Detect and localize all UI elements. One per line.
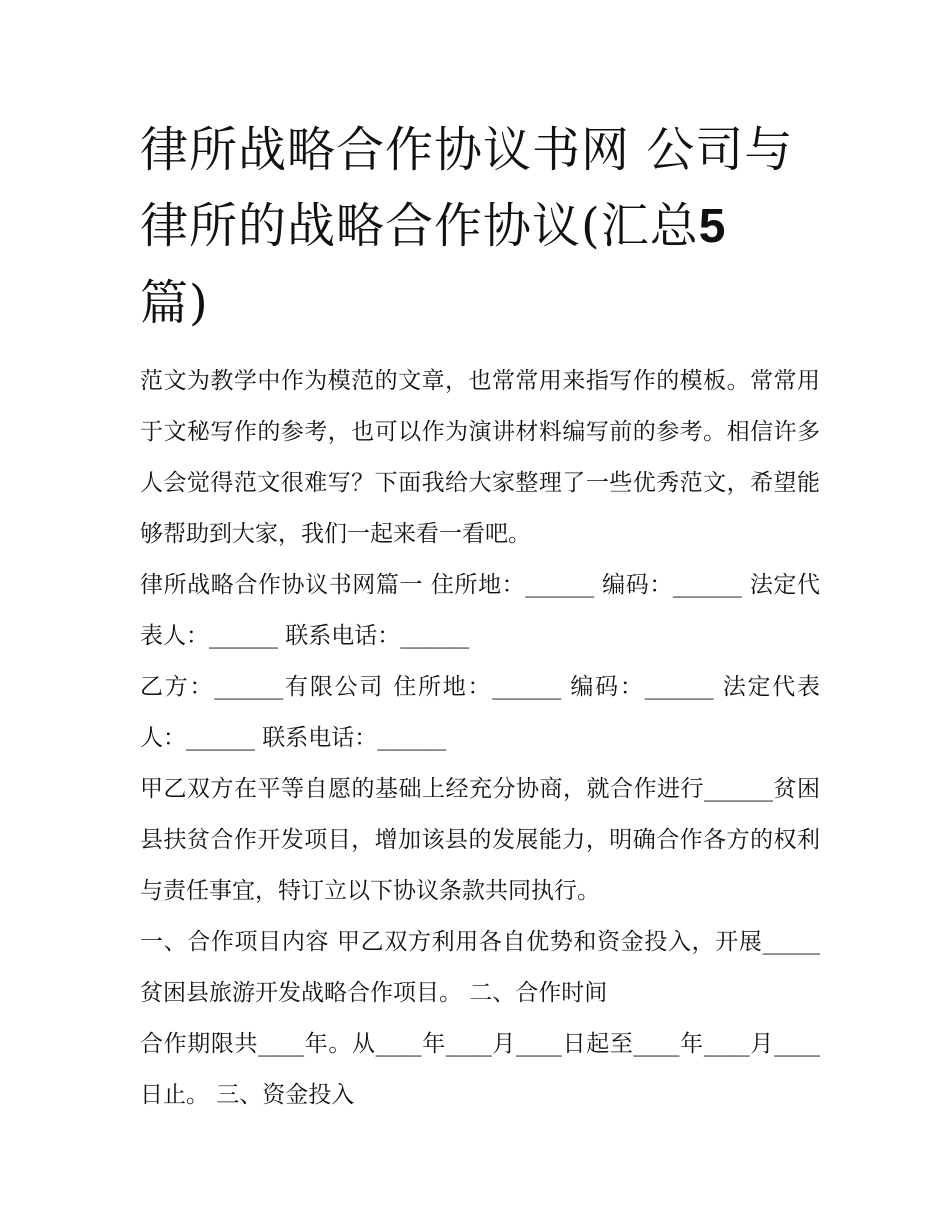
cooperation-period-paragraph: 合作期限共____年。从____年____月____日起至____年____月____日止。 三、资金投入 [140, 1031, 820, 1108]
project-content-paragraph: 一、合作项目内容 甲乙双方利用各自优势和资金投入，开展_____贫困县旅游开发战略合作项目。 二、合作时间 [140, 929, 820, 1006]
intro-paragraph: 范文为教学中作为模范的文章，也常常用来指写作的模板。常常用于文秘写作的参考，也可以作为演讲材料编写前的参考。相信许多人会觉得范文很难写？下面我给大家整理了一些优秀范文，希望能够帮助到大家，我们一起来看一看吧。 [140, 368, 820, 547]
document-body [140, 356, 820, 1121]
title-text: 律所战略合作协议书网 公司与律所的战略合作协议(汇总 [140, 122, 794, 254]
agreement-purpose-paragraph: 甲乙双方在平等自愿的基础上经充分协商，就合作进行______贫困县扶贫合作开发项目，增加该县的发展能力，明确合作各方的权利与责任事宜，特订立以下协议条款共同执行。 [140, 776, 820, 904]
party-b-paragraph: 乙方：______有限公司 住所地：______ 编码：______ 法定代表人：______ 联系电话：______ [140, 674, 820, 751]
party-a-paragraph: 律所战略合作协议书网篇一 住所地：______ 编码：______ 法定代表人：______ 联系电话：______ [140, 572, 820, 649]
title-number: 5 [698, 200, 727, 253]
title-suffix: 篇) [140, 275, 209, 331]
document-title [140, 112, 820, 341]
